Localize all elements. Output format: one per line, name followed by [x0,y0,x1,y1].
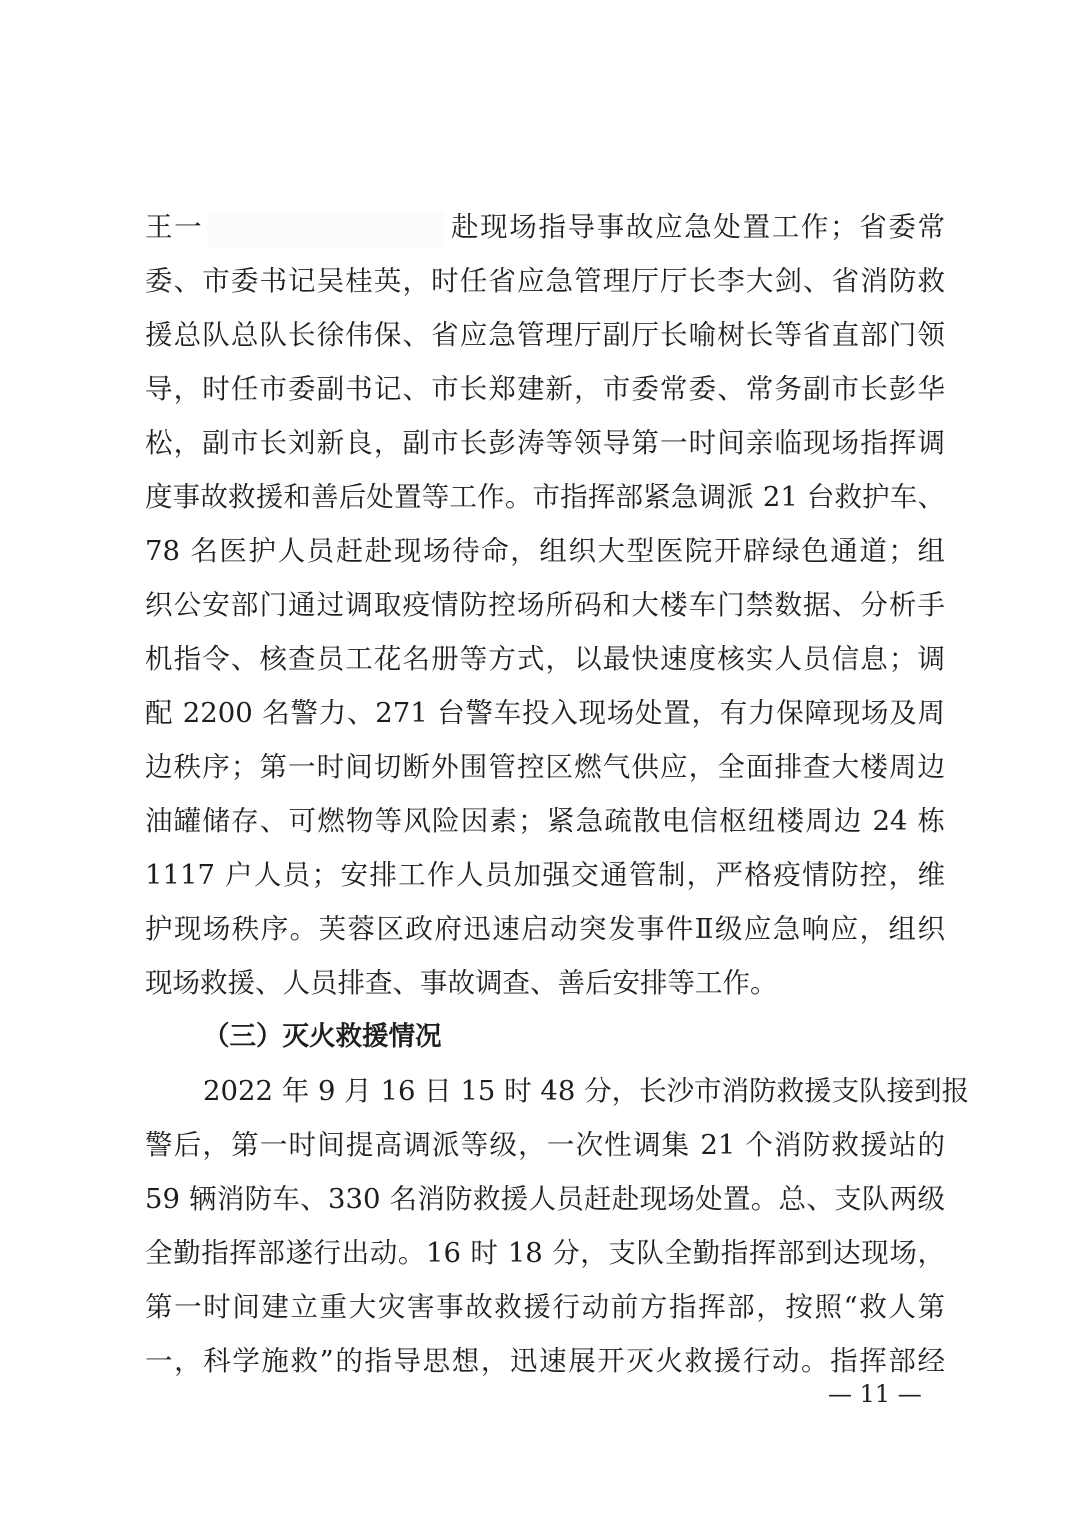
text-line: 现场救援、人员排查、事故调查、善后安排等工作。 [145,967,778,999]
line-start-text: 王一 [145,211,204,243]
text-line: 78 名医护人员赶赴现场待命，组织大型医院开辟绿色通道；组 [145,535,945,567]
text-line: 机指令、核查员工花名册等方式，以最快速度核实人员信息；调 [145,643,945,675]
text-line: 援总队总队长徐伟保、省应急管理厅副厅长喻树长等省直部门领 [145,319,945,351]
text-line: 1117 户人员；安排工作人员加强交通管制，严格疫情防控，维 [145,859,945,891]
text-line: 第一时间建立重大灾害事故救援行动前方指挥部，按照“救人第 [145,1291,945,1323]
text-line [145,200,945,254]
text-line: 全勤指挥部遂行出动。16 时 18 分，支队全勤指挥部到达现场， [145,1237,945,1269]
redacted-region [207,211,445,247]
text-line: 护现场秩序。芙蓉区政府迅速启动突发事件Ⅱ级应急响应，组织 [145,913,945,945]
text-line: 59 辆消防车、330 名消防救援人员赶赴现场处置。总、支队两级 [145,1183,945,1215]
text-line: 度事故救援和善后处置等工作。市指挥部紧急调派 21 台救护车、 [145,481,945,513]
line-end-text: 赴现场指导事故应急处置工作；省委常 [449,211,946,243]
text-line: 警后，第一时间提高调派等级，一次性调集 21 个消防救援站的 [145,1129,945,1161]
text-line: 织公安部门通过调取疫情防控场所码和大楼车门禁数据、分析手 [145,589,945,621]
text-line: 2022 年 9 月 16 日 15 时 48 分，长沙市消防救援支队接到报 [203,1075,970,1107]
text-line: 松，副市长刘新良，副市长彭涛等领导第一时间亲临现场指挥调 [145,427,945,459]
section-heading: （三）灭火救援情况 [203,1021,442,1052]
text-line: 油罐储存、可燃物等风险因素；紧急疏散电信枢纽楼周边 24 栋 [145,805,945,837]
text-line: 配 2200 名警力、271 台警车投入现场处置，有力保障现场及周 [145,697,945,729]
text-line: 委、市委书记吴桂英，时任省应急管理厅厅长李大剑、省消防救 [145,265,945,297]
page-number: — 11 — [828,1380,922,1408]
text-line: 导，时任市委副书记、市长郑建新，市委常委、常务副市长彭华 [145,373,945,405]
body-text [145,200,970,1388]
text-line: 边秩序；第一时间切断外围管控区燃气供应，全面排查大楼周边 [145,751,945,783]
text-line: 一，科学施救”的指导思想，迅速展开灭火救援行动。指挥部经 [145,1345,945,1377]
